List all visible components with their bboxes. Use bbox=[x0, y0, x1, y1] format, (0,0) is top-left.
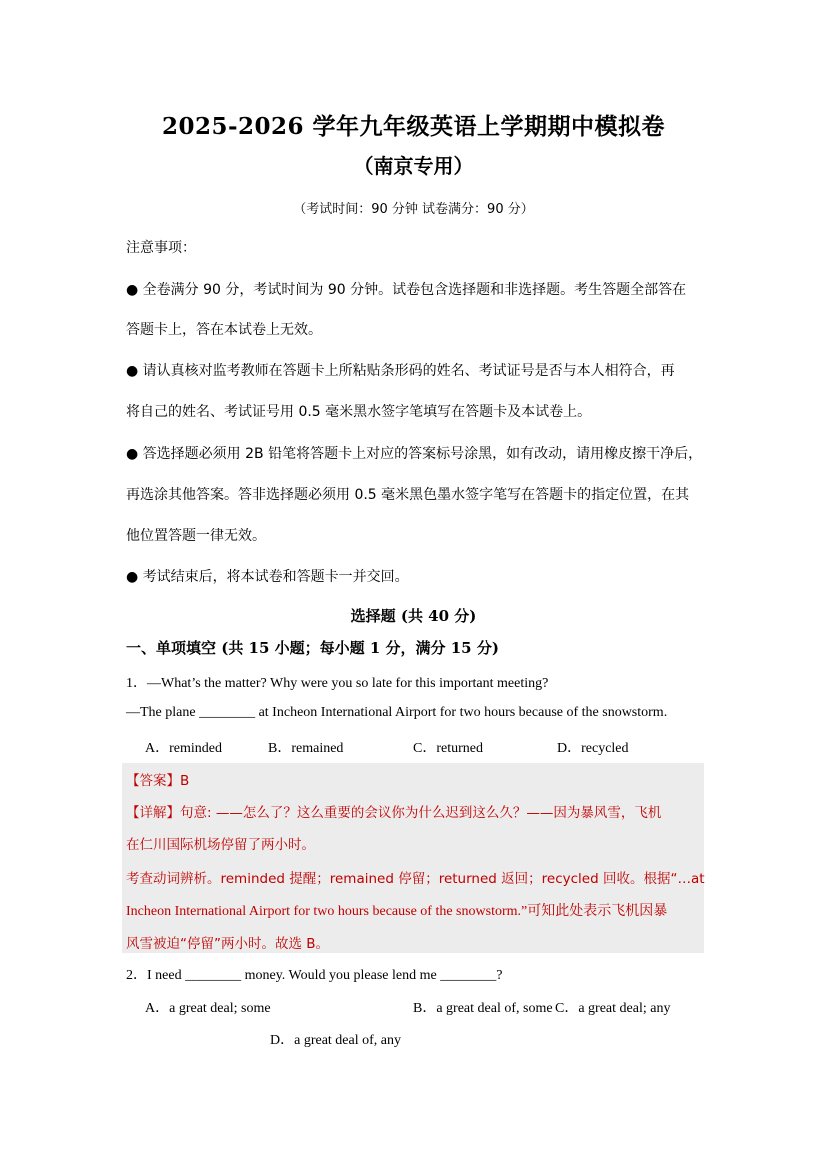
answer-tag: 【答案】 bbox=[126, 773, 180, 789]
notice-line: 他位置答题一律无效。 bbox=[126, 528, 266, 544]
page-subtitle: （南京专用） bbox=[353, 154, 474, 178]
exam-meta: （考试时间：90 分钟 试卷满分：90 分） bbox=[293, 202, 534, 217]
notice-line: ● 考试结束后，将本试卷和答题卡一并交回。 bbox=[126, 569, 409, 585]
q1-detail-line: 在仁川国际机场停留了两小时。 bbox=[126, 837, 315, 853]
notice-line: ● 全卷满分 90 分，考试时间为 90 分钟。试卷包含选择题和非选择题。考生答题全部答在 bbox=[126, 282, 687, 298]
q1-option-b: B．remained bbox=[268, 741, 344, 756]
part-title: 一、单项填空 (共 15 小题；每小题 1 分，满分 15 分) bbox=[126, 639, 499, 657]
q1-option-d: D．recycled bbox=[557, 741, 629, 756]
q1-detail-line: 考查动词辨析。reminded 提醒；remained 停留；returned 返回；recycled 回收。根据“…at bbox=[126, 871, 705, 887]
section-title: 选择题 (共 40 分) bbox=[350, 607, 477, 625]
q1-option-a: A．reminded bbox=[145, 741, 222, 756]
q2-option-c: C．a great deal; any bbox=[555, 1001, 671, 1016]
detail-tag: 【详解】 bbox=[126, 805, 180, 821]
notice-line: ● 请认真核对监考教师在答题卡上所粘贴条形码的姓名、考试证号是否与本人相符合，再 bbox=[126, 363, 675, 379]
notice-line: 将自己的姓名、考试证号用 0.5 毫米黑水签字笔填写在答题卡及本试卷上。 bbox=[126, 404, 592, 420]
q1-detail-line: 风雪被迫“停留”两小时。故选 B。 bbox=[126, 936, 330, 952]
notice-line: 答题卡上，答在本试卷上无效。 bbox=[126, 322, 322, 338]
notice-line: ● 答选择题必须用 2B 铅笔将答题卡上对应的答案标号涂黑，如有改动，请用橡皮擦干净后， bbox=[126, 446, 703, 462]
notice-line: 再选涂其他答案。答非选择题必须用 0.5 毫米黑色墨水签字笔写在答题卡的指定位置，在其 bbox=[126, 487, 690, 503]
question-1-line2: —The plane ________ at Incheon International Airport for two hours because of the snowstorm. bbox=[126, 705, 668, 720]
notice-heading: 注意事项： bbox=[126, 240, 196, 256]
q1-option-c: C．returned bbox=[413, 741, 483, 756]
page-title: 2025-2026 学年九年级英语上学期期中模拟卷 bbox=[161, 113, 666, 140]
q2-option-a: A．a great deal; some bbox=[145, 1001, 271, 1016]
q1-detail-line: Incheon International Airport for two hours because of the snowstorm.”可知此处表示飞机因暴 bbox=[126, 904, 668, 919]
answer-value: B bbox=[180, 773, 190, 789]
question-2-stem: 2．I need ________ money. Would you please lend me ________? bbox=[126, 968, 503, 983]
q1-detail-line bbox=[126, 801, 661, 821]
detail-text: 句意: ——怎么了？这么重要的会议你为什么迟到这么久？——因为暴风雪，飞机 bbox=[180, 805, 662, 821]
answer-box bbox=[122, 763, 704, 953]
question-1-stem: 1．—What’s the matter? Why were you so late for this important meeting? bbox=[126, 676, 549, 691]
q2-option-b: B．a great deal of, some bbox=[413, 1001, 553, 1016]
q2-option-d: D．a great deal of, any bbox=[270, 1033, 401, 1048]
q1-answer bbox=[126, 769, 189, 789]
